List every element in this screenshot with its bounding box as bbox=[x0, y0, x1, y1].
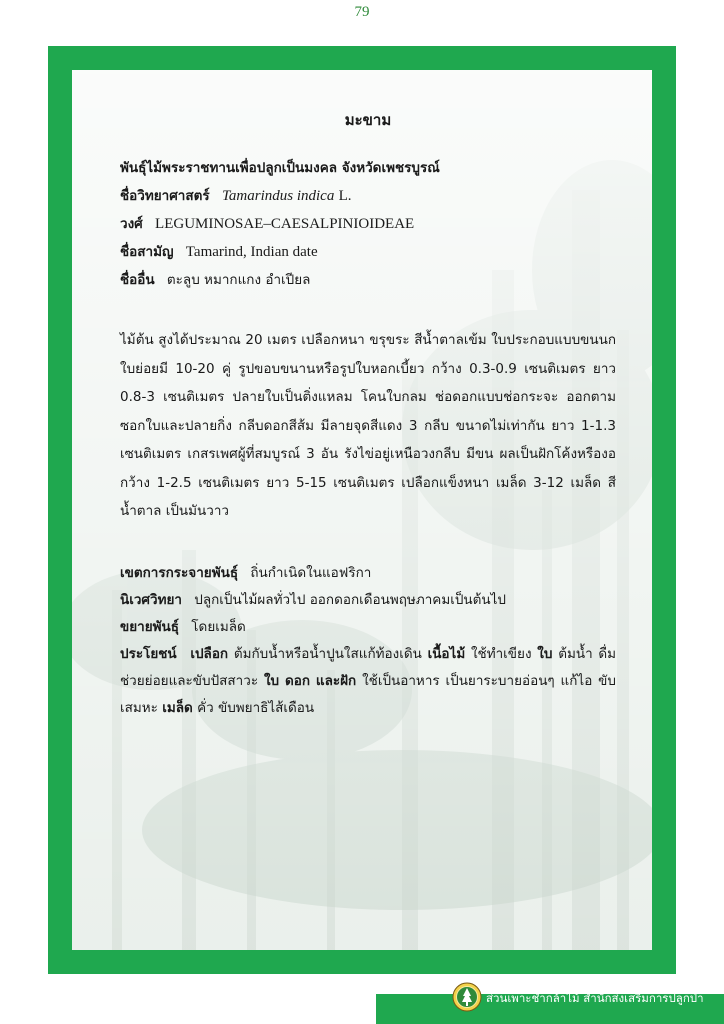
uses-paragraph bbox=[120, 641, 616, 722]
ecology-value: ปลูกเป็นไม้ผลทั่วไป ออกดอกเดือนพฤษภาคมเป็นต้นไป bbox=[194, 591, 506, 608]
ecology-line bbox=[120, 587, 616, 614]
royal-plant-line bbox=[120, 154, 616, 182]
uses-leaf-text: ต้มน้ำ ดื่มช่วยย่อยและขับปัสสาวะ bbox=[120, 645, 617, 689]
uses-label: ประโยชน์ bbox=[120, 645, 177, 662]
scientific-name-author: L. bbox=[338, 188, 352, 204]
document-body bbox=[120, 108, 616, 722]
plant-details bbox=[120, 560, 616, 722]
uses-and-word: และ bbox=[315, 672, 341, 689]
uses-food-text: ใช้เป็นอาหาร เป็นยาระบายอ่อนๆ แก้ไอ ขับเสมหะ bbox=[120, 672, 616, 716]
uses-leaf-label: ใบ bbox=[537, 645, 553, 662]
propagation-value: โดยเมล็ด bbox=[191, 618, 246, 635]
propagation-label: ขยายพันธุ์ bbox=[120, 618, 179, 635]
content-panel bbox=[72, 70, 652, 950]
uses-seed-label: เมล็ด bbox=[162, 699, 193, 716]
common-name-label: ชื่อสามัญ bbox=[120, 244, 174, 260]
scientific-name-line bbox=[120, 182, 616, 210]
scientific-name-label: ชื่อวิทยาศาสตร์ bbox=[120, 188, 210, 204]
uses-flower-label: ดอก bbox=[284, 672, 311, 689]
plant-title: มะขาม bbox=[344, 111, 392, 129]
common-name-line bbox=[120, 238, 616, 266]
uses-bark-label: เปลือก bbox=[190, 645, 229, 662]
page-number: 79 bbox=[354, 4, 370, 20]
family-value: LEGUMINOSAE–CAESALPINIOIDEAE bbox=[155, 216, 415, 232]
uses-wood-text: ใช้ทำเขียง bbox=[470, 645, 532, 662]
royal-plant-text: พันธุ์ไม้พระราชทานเพื่อปลูกเป็นมงคล จังหวัดเพชรบูรณ์ bbox=[120, 160, 440, 176]
distribution-value: ถิ่นกำเนิดในแอฟริกา bbox=[250, 564, 372, 581]
ecology-label: นิเวศวิทยา bbox=[120, 591, 182, 608]
footer-organization: ส่วนเพาะชำกล้าไม้ สำนักส่งเสริมการปลูกป่า bbox=[486, 991, 704, 1005]
distribution-label: เขตการกระจายพันธุ์ bbox=[120, 564, 239, 581]
propagation-line bbox=[120, 614, 616, 641]
other-name-value: ตะลูบ หมากแกง อำเปียล bbox=[166, 272, 311, 288]
uses-leaf2-label: ใบ bbox=[263, 672, 280, 689]
uses-bark-text: ต้มกับน้ำหรือน้ำปูนใสแก้ท้องเดิน bbox=[233, 645, 422, 662]
uses-seed-text: คั่ว ขับพยาธิไส้เดือน bbox=[197, 699, 315, 716]
uses-wood-label: เนื้อไม้ bbox=[427, 645, 466, 662]
forestry-seal-icon bbox=[452, 982, 482, 1012]
distribution-line bbox=[120, 560, 616, 587]
common-name-value: Tamarind, Indian date bbox=[185, 244, 318, 260]
family-label: วงศ์ bbox=[120, 216, 143, 232]
plant-description: ไม้ต้น สูงได้ประมาณ 20 เมตร เปลือกหนา ขรุขระ สีน้ำตาลเข้ม ใบประกอบแบบขนนก ใบย่อยมี 10-20 คู่ รูปขอบขนานหรือรูปใบหอกเบี้ยว กว้าง 0.3-0.9 เซนติเมตร ยาว 0.8-3 เซนติเมตร ปลายใบเป็นติ่งแหลม โคนใบกลม ช่อดอกแบบช่อกระจะ ออกตามซอกใบและปลายกิ่ง กลีบดอกสีส้ม มีลายจุดสีแดง 3 กลีบ ขนาดไม่เท่ากัน ยาว 1-1.3 เซนติเมตร เกสรเพศผู้ที่สมบูรณ์ 3 อัน รังไข่อยู่เหนือวงกลีบ มีขน ผลเป็นฝักโค้งหรืองอ กว้าง 1-2.5 เซนติเมตร ยาว 5-15 เซนติเมตร เปลือกแข็งหนา เมล็ด 3-12 เมล็ด สีน้ำตาล เป็นมันวาว bbox=[120, 332, 616, 519]
uses-pod-label: ฝัก bbox=[340, 672, 357, 689]
other-name-label: ชื่ออื่น bbox=[120, 272, 155, 288]
scientific-name-value: Tamarindus indica bbox=[221, 188, 335, 204]
family-line bbox=[120, 210, 616, 238]
other-name-line bbox=[120, 266, 616, 294]
